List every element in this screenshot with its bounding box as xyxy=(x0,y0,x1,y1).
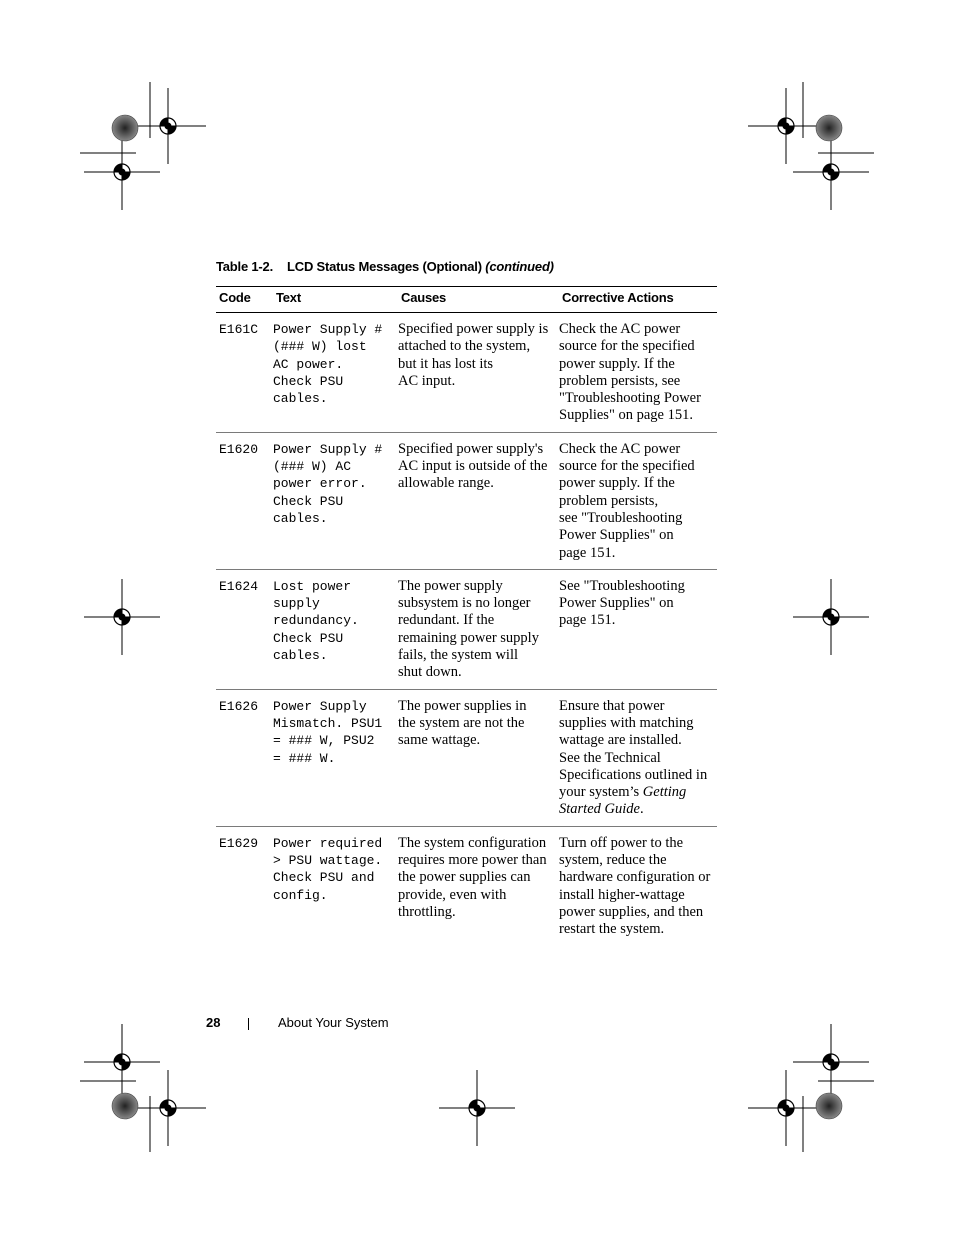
footer-divider xyxy=(248,1018,249,1030)
action-line: wattage are installed. xyxy=(559,732,682,749)
action-line: Turn off power to the xyxy=(559,834,684,851)
table-row xyxy=(216,432,717,569)
cause-line: the system are not the xyxy=(398,714,525,731)
registration-mark-icon xyxy=(84,134,160,210)
corrective-action-text xyxy=(559,432,717,569)
cause-line: The power supplies in xyxy=(398,697,527,714)
registration-mark-icon xyxy=(439,1070,515,1146)
header-code: Code xyxy=(216,287,273,313)
action-line xyxy=(559,801,715,818)
registration-mark-icon xyxy=(793,134,869,210)
lcd-message-line: Mismatch. PSU1 xyxy=(273,715,383,731)
action-line: see "Troubleshooting xyxy=(559,509,683,526)
lcd-message-line: (### W) AC xyxy=(273,459,352,475)
cause-line: The power supply xyxy=(398,577,503,594)
lcd-message-line: AC power. xyxy=(273,356,344,372)
action-line: system, reduce the xyxy=(559,852,667,869)
cause-line: AC input is outside of the xyxy=(398,458,548,475)
lcd-message-text xyxy=(273,432,398,569)
cause-line: subsystem is no longer xyxy=(398,595,531,612)
status-code: E1629 xyxy=(219,835,259,851)
action-line: hardware configuration or xyxy=(559,869,711,886)
action-line: power supply. If the xyxy=(559,355,675,372)
action-line: source for the specified xyxy=(559,338,695,355)
lcd-message-line: cables. xyxy=(273,648,328,664)
cause-line: AC input. xyxy=(398,372,456,389)
table-row xyxy=(216,569,717,689)
action-line: source for the specified xyxy=(559,458,695,475)
cause-line: allowable range. xyxy=(398,475,494,492)
lcd-message-line: config. xyxy=(273,887,328,903)
action-line: See "Troubleshooting xyxy=(559,577,685,594)
action-line: Check the AC power xyxy=(559,321,681,337)
action-line: Power Supplies" on xyxy=(559,595,674,612)
header-causes: Causes xyxy=(398,287,559,313)
lcd-message-text xyxy=(273,313,398,433)
cause-text xyxy=(398,689,559,826)
lcd-message-line: power error. xyxy=(273,476,367,492)
lcd-message-line: = ### W. xyxy=(273,750,336,766)
action-line: power supplies, and then xyxy=(559,903,704,920)
lcd-message-line: (### W) lost xyxy=(273,339,367,355)
header-text: Text xyxy=(273,287,398,313)
lcd-message-line: Power Supply xyxy=(273,698,367,714)
status-code: E1620 xyxy=(216,432,273,569)
lcd-message-text xyxy=(273,689,398,826)
registration-mark-icon xyxy=(84,1024,160,1100)
cause-line: Specified power supply is xyxy=(398,321,549,337)
cause-text xyxy=(398,313,559,433)
guide-title-italic: Started Guide xyxy=(559,801,640,818)
action-line: supplies with matching xyxy=(559,714,694,731)
action-line: power supply. If the xyxy=(559,475,675,492)
lcd-message-text xyxy=(273,826,398,945)
action-line: Specifications outlined in xyxy=(559,766,708,783)
table-caption xyxy=(216,259,554,274)
table-number: Table 1-2. xyxy=(216,259,274,274)
lcd-message-line: = ### W, PSU2 xyxy=(273,733,375,749)
lcd-message-line: Check PSU and xyxy=(273,870,375,886)
action-line: problem persists, xyxy=(559,492,659,509)
lcd-status-table xyxy=(216,286,717,946)
lcd-message-line: Check PSU xyxy=(273,373,344,389)
registration-mark-icon xyxy=(130,88,206,164)
cause-text xyxy=(398,569,559,689)
cause-line: shut down. xyxy=(398,664,462,681)
cause-line: same wattage. xyxy=(398,732,481,749)
lcd-message-line: > PSU wattage. xyxy=(273,853,383,869)
action-text: your system’s xyxy=(559,784,643,801)
lcd-message-line: Power required xyxy=(273,835,383,851)
corrective-action-text xyxy=(559,313,717,433)
registration-mark-icon xyxy=(793,1024,869,1100)
lcd-message-line: supply xyxy=(273,596,320,612)
cause-line: fails, the system will xyxy=(398,647,519,664)
cause-line: The system configuration xyxy=(398,834,547,851)
table-title: LCD Status Messages (Optional) xyxy=(287,259,482,274)
star-target-icon xyxy=(816,1093,842,1119)
cause-line: the power supplies can xyxy=(398,869,531,886)
lcd-message-line: cables. xyxy=(273,510,328,526)
cause-line: throttling. xyxy=(398,903,456,920)
action-line: Check the AC power xyxy=(559,440,681,457)
action-line: "Troubleshooting Power xyxy=(559,390,701,407)
table-row xyxy=(216,313,717,433)
action-line: install higher-wattage xyxy=(559,886,685,903)
action-line: page 151. xyxy=(559,544,616,561)
action-line xyxy=(559,784,715,801)
guide-title-italic: Getting xyxy=(642,784,687,801)
corrective-action-text xyxy=(559,569,717,689)
table-continued: (continued) xyxy=(485,259,554,274)
cause-line: Specified power supply's xyxy=(398,440,544,457)
corrective-action-text xyxy=(559,689,717,826)
cause-text xyxy=(398,432,559,569)
star-target-icon xyxy=(816,115,842,141)
action-line: restart the system. xyxy=(559,921,665,938)
lcd-message-line: Power Supply # xyxy=(273,322,383,337)
lcd-message-text xyxy=(273,569,398,689)
header-corrective-actions: Corrective Actions xyxy=(559,287,717,313)
registration-mark-icon xyxy=(748,88,824,164)
lcd-message-line: Lost power xyxy=(273,578,352,594)
table-row xyxy=(216,689,717,826)
status-code: E1624 xyxy=(216,569,273,689)
action-line: problem persists, see xyxy=(559,372,681,389)
registration-mark-icon xyxy=(748,1070,824,1146)
lcd-message-line: cables. xyxy=(273,391,328,407)
lcd-message-line: Check PSU xyxy=(273,493,344,509)
registration-mark-icon xyxy=(84,579,160,655)
cause-line: but it has lost its xyxy=(398,355,494,372)
cause-line: redundant. If the xyxy=(398,612,495,629)
corrective-action-text xyxy=(559,826,717,945)
page-number: 28 xyxy=(206,1015,221,1030)
registration-mark-icon xyxy=(130,1070,206,1146)
status-code: E1626 xyxy=(216,689,273,826)
cause-text xyxy=(398,826,559,945)
star-target-icon xyxy=(112,115,138,141)
lcd-message-line: Check PSU xyxy=(273,630,344,646)
cause-line: provide, even with xyxy=(398,886,507,903)
cause-line: requires more power than xyxy=(398,852,547,869)
star-target-icon xyxy=(112,1093,138,1119)
status-code: E161C xyxy=(216,313,273,433)
table-header-row xyxy=(216,287,717,313)
section-title: About Your System xyxy=(278,1015,389,1030)
registration-mark-icon xyxy=(793,579,869,655)
action-line: page 151. xyxy=(559,612,616,629)
lcd-message-line: redundancy. xyxy=(273,613,359,629)
action-line: Power Supplies" on xyxy=(559,527,674,544)
action-line: See the Technical xyxy=(559,749,661,766)
cause-line: attached to the system, xyxy=(398,338,531,355)
action-line: Supplies" on page 151. xyxy=(559,407,693,424)
table-row xyxy=(216,826,717,945)
action-text: . xyxy=(639,801,644,818)
cause-line: remaining power supply xyxy=(398,629,539,646)
lcd-message-line: Power Supply # xyxy=(273,441,383,457)
action-line: Ensure that power xyxy=(559,697,665,714)
